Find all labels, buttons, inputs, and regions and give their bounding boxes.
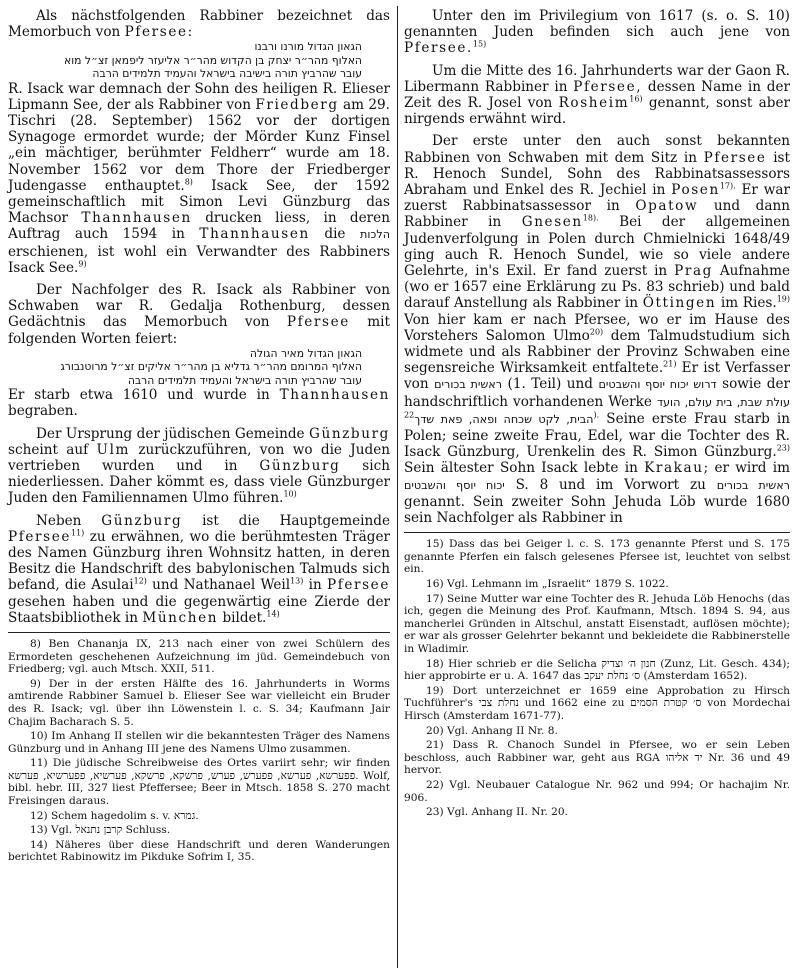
hebrew-quote-line: עובר שהרביץ תורה בישיבה בישראל והעמיד תלמידים הרבה [92, 67, 362, 81]
footnote-ref[interactable]: 20) [589, 327, 604, 337]
paragraph-text: dessen Name in der Zeit des R. Josel von [404, 78, 790, 112]
hebrew-title: דרוש יכוח יוסף והשבטים [598, 378, 717, 392]
paragraph-text: und dann Rabbiner in [404, 198, 790, 231]
place-name: Pfersee [8, 528, 71, 545]
paragraph-text: Aufnahme (wo er 1657 eine Erklärung zu Ps. 83 schrieb) und bald darauf Anstellung als Rabbiner in [404, 263, 791, 312]
paragraph-text: Neben [36, 512, 82, 529]
right-column [404, 8, 790, 821]
footnote-ref[interactable]: 10) [283, 489, 297, 499]
place-name: Öttingen [642, 295, 717, 312]
paragraph-text: erschienen, ist wohl ein Verwandter des Rabbiners Isack See. [8, 243, 390, 276]
paragraph-text: gesehen haben und die gegenwärtig eine Zierde der Staatsbibliothek in [8, 593, 390, 626]
hebrew-quote-line: עובר שהרביץ תורה בישראל והעמיד תלמידים הרבה [127, 373, 362, 387]
paragraph-text: bildet. [222, 609, 267, 626]
footnote: 21) Dass R. Chanoch Sundel in Pfersee, wo er sein Leben beschloss, auch Rabbiner war, geht aus RGA יד אליהו Nr. 36 und 49 hervor. [404, 739, 790, 777]
footnote: 10) Im Anhang II stellen wir die bekanntesten Träger des Namens Günzburg und in Anhang III jene des Namens Ulmo zusammen. [8, 730, 390, 755]
footnote: 22) Vgl. Neubauer Catalogue Nr. 962 und 994; Or hachajim Nr. 906. [404, 778, 790, 804]
paragraph-text: am 29. Tischri (28. September) 1562 vor der dortigen Synagoge ermordet wurde; der Mörder Kunz Finsel „ein mächtiger, berühmter Feldherr“ wurde am 18. November 1562 vor dem Thore der Friedberger Judengasse enthauptet. [8, 96, 390, 194]
place-name: Thannhausen [81, 210, 192, 227]
paragraph-text: Seine erste Frau starb in Polen; seine zweite Frau, Edel, war die Tochter des R. Isack Günzburg, Urenkelin des R. Simon Günzburg. [404, 410, 791, 461]
paragraph-rabbi-isack [8, 8, 390, 276]
paragraph-pfersee [8, 513, 390, 626]
paragraph-text: scheint auf [8, 441, 89, 458]
place-name: Ulm [96, 441, 131, 458]
hebrew-title: ראשית בכורים [434, 378, 503, 392]
paragraph-text: Er war zuerst Rabbinatsassessor in [404, 182, 790, 215]
hebrew-title: יכוח יוסף והשבטים [404, 478, 505, 492]
paragraph-text: Der erste unter den auch sonst bekannten Rabbinen von Schwaben mit dem Sitz in [404, 133, 790, 166]
paragraph-text: sich niederliessen. Daher kömmt es, dass viele Günzburger Juden den Familiennamen Ulmo führen. [8, 457, 390, 507]
place-name: Friedberg [255, 96, 339, 113]
column-divider [397, 6, 398, 968]
place-name: Pfersee [703, 149, 767, 166]
paragraph-text: sowie der handschriftlich vorhandenen Werke [404, 376, 790, 410]
paragraph-text: zurückzuführen, von wo die Juden vertrieben wurden und in [8, 441, 390, 474]
hebrew-title: ראשית בכורים [716, 478, 790, 492]
footnote: 20) Vgl. Anhang II Nr. 8. [426, 724, 558, 737]
hebrew-title: עולת שבת, בית עולם, הועד הבית, לקט שכחה ופאה, פאת שדך [414, 395, 790, 426]
paragraph-text: im Ries. [720, 295, 777, 312]
place-name: Pfersee: [124, 24, 194, 41]
footnote-divider [8, 632, 390, 633]
hebrew-quote-line: הגאון הגדול מורנו ורבנו [254, 40, 362, 54]
paragraph-text: Bei der allgemeinen Judenverfolgung in Polen durch Chmielnicki 1648/49 ging auch R. Henoch Sundel, wie so viele andere Gelehrte, in's Exil. Er fand zuerst in [404, 214, 791, 280]
footnote: 17) Seine Mutter war eine Tochter des R. Jehuda Löb Henochs (das ich, gegen die Meinung des Prof. Kaufmann, Mtsch. 1894 S. 94, aus mancherlei Gründen in Altschul, anstatt Eisenstadt, auflösen möchte); er war als grosser Gelehrter bekannt und bekleidete die Rabbinerstelle in Wladimir. [404, 592, 790, 656]
footnote-ref[interactable]: 16) [629, 94, 643, 104]
paragraph-text: Als nächstfolgenden Rabbiner bezeichnet das Memorbuch von [8, 8, 390, 41]
paragraph-text: Er ist Verfasser von [404, 360, 791, 393]
paragraph-text: drucken liess, in deren Auftrag auch 1594 in [8, 210, 390, 243]
paragraph-text: ist die Hauptgemeinde [202, 512, 390, 529]
paragraph-text: mit folgenden Worten feiert: [8, 314, 390, 347]
place-name: Pfersee [286, 314, 350, 331]
place-name: Thannhausen [199, 226, 310, 243]
right-body-text [404, 8, 790, 526]
footnote: 18) Hier schrieb er die Selicha חנון ה׳ וצדיק (Zunz, Lit. Gesch. 434); hier approbirte er u. A. 1647 das ס׳ נחלת יעקב (Amsterdam 1652). [404, 657, 790, 683]
paragraph-text: genannt. Sein zweiter Sohn Jehuda Löb wurde 1680 sein Nachfolger als Rabbiner in [404, 493, 790, 527]
paragraph-text: zu erwähnen, wo die berühmtesten Träger des Namen Günzburg ihren Wohnsitz hatten, in deren Besitz die Handschrift des babylonischen Talmuds sich befand, die Asulai [8, 528, 391, 594]
paragraph-text: genannt, sonst aber nirgends erwähnt wird. [404, 95, 790, 128]
footnote: 19) Dort unterzeichnet er 1659 eine Approbation zu Hirsch Tuchführer's נחלת צבי und 1662 eine zu ס׳ קטרת הסמים von Mordechai Hirsch (Amsterdam 1671-77). [404, 684, 790, 723]
left-column [8, 8, 390, 866]
paragraph-text: ist R. Henoch Sundel, Sohn des Rabbinatsassessors Abraham und Enkel des R. Jechiel in [404, 149, 790, 199]
footnote: 8) Ben Chananja IX, 213 nach einer von zwei Schülern des Ermordeten geschehenen Aufzeichnung im jüd. Gemeindebuch von Friedberg; vgl. auch Mtsch. XXII, 511. [8, 637, 390, 676]
footnote: 15) Dass das bei Geiger l. c. S. 173 genannte Pferst und S. 175 genannte Pferfen ein falsch gelesenes Pfersee ist, leuchtet von selbst ein. [404, 538, 790, 576]
paragraph-text: Unter den im Privilegium von 1617 (s. o. S. 10) genannten Juden befinden sich auch jene von [404, 8, 790, 41]
place-name: Günzburg [259, 457, 341, 474]
paragraph-text: Isack See, der 1592 gemeinschaftlich mit Simon Levi Günzburg das Machsor [8, 177, 390, 227]
footnote-ref[interactable]: 18). [582, 213, 599, 223]
place-name: Prag [674, 263, 713, 280]
footnote-ref[interactable]: 15) [472, 39, 487, 49]
footnote: 23) Vgl. Anhang II. Nr. 20. [426, 806, 568, 819]
hebrew-word: הלכות [360, 228, 391, 242]
place-name: Rosheim [558, 95, 630, 112]
place-name: Pfersee [326, 577, 390, 594]
paragraph-text: Um die Mitte des 16. Jahrhunderts war der Gaon R. Libermann Rabbiner in [404, 62, 790, 95]
paragraph-text: Der Ursprung der jüdischen Gemeinde [36, 425, 305, 442]
place-name: Posen [671, 182, 720, 199]
left-footnotes [8, 638, 390, 864]
paragraph-text: Er starb etwa 1610 und wurde in [8, 387, 270, 404]
paragraph-text: die [324, 226, 346, 243]
paragraph-text: Sein ältester Sohn Isack lebte in [404, 460, 638, 477]
footnote: 16) Vgl. Lehmann im „Israelit“ 1879 S. 1022. [426, 578, 669, 591]
place-name: Gnesen [521, 214, 583, 231]
paragraph-libermann [404, 63, 790, 128]
place-name: Opatow [635, 198, 699, 215]
footnote-ref[interactable]: 12) [133, 576, 147, 586]
hebrew-quote-line: האלוף מהר״ר יצחק בן הקדוש מהר״ר אליעזר ליפמאן זצ״ל מוא [63, 53, 362, 67]
hebrew-quote-line: הגאון הגדול מאיר הגולה [249, 346, 362, 360]
footnote-ref[interactable]: 22). [404, 410, 600, 420]
footnote-ref[interactable]: 21) [663, 359, 677, 369]
footnote: 14) Näheres über diese Handschrift und deren Wanderungen berichtet Rabinowitz im Pikduke Sofrim I, 35. [8, 838, 390, 864]
footnote-ref[interactable]: 11) [71, 528, 85, 538]
footnote: 11) Die jüdische Schreibweise des Ortes variirt sehr; wir finden פפערשא, פערשא, פפערש, פערש, פרשקא, פרשקא, פערשיא, פפערשיא, פערשא. Wolf, bibl. hebr. III, 327 liest Pfeffersee; Beer in Mtsch. 1858 S. 270 macht Freisingen daraus. [8, 757, 390, 808]
paragraph-text: (1. Teil) und [507, 376, 593, 393]
footnote-ref[interactable]: 13) [290, 576, 304, 586]
paragraph-gedalja [8, 282, 390, 419]
place-name: Thannhausen [279, 387, 390, 404]
paragraph-text: Von hier kam er nach Pfersee, wo er im Hause des Vorstehers Salomon Ulmo [404, 311, 790, 344]
paragraph-text: R. Isack war demnach der Sohn des heiligen R. Elieser Lipmann See, der als Rabbiner von [8, 80, 390, 113]
place-name: Pfersee. [404, 40, 473, 57]
place-name: Krakau [644, 460, 704, 477]
place-name: Günzburg [101, 512, 183, 529]
footnote-divider [404, 532, 790, 533]
paragraph-privilegium [404, 8, 790, 57]
paragraph-text: in [308, 577, 322, 594]
paragraph-text: und Nathanael Weil [152, 577, 291, 594]
paragraph-henoch-sundel [404, 133, 790, 526]
footnote: 12) Schem hagedolim s. v. גמרא. [30, 809, 199, 822]
footnote: 9) Der in der ersten Hälfte des 16. Jahrhunderts in Worms amtirende Rabbiner Samuel b. Elieser See war vielleicht ein Bruder des R. Isack; vgl. über ihn Löwenstein l. c. S. 34; Kaufmann Jair Chajim Bacharach S. 5. [8, 677, 390, 728]
place-name: München [142, 609, 219, 626]
paragraph-text: dem Talmudstudium sich widmete und als Rabbiner der Provinz Schwaben eine segensreiche Wirksamkeit entfaltete. [404, 327, 791, 377]
footnote-ref[interactable]: 23) [776, 443, 790, 453]
footnote: 13) Vgl. קרבן נתנאל Schluss. [30, 824, 171, 837]
footnote-ref[interactable]: 8) [184, 177, 193, 187]
paragraph-text: Der Nachfolger des R. Isack als Rabbiner von Schwaben war R. Gedalja Rothenburg, dessen Gedächtnis das Memorbuch von [8, 282, 390, 331]
footnote-ref[interactable]: 9) [78, 259, 87, 269]
hebrew-quote-line: האלוף המרומם מהר״ר גדליא בן מהר״ר אליקים זצ״ל מרוטנבורג [60, 360, 362, 374]
footnote-ref[interactable]: 17). [719, 181, 736, 191]
place-name: Günzburg [309, 425, 390, 442]
paragraph-guenzburg-origin [8, 426, 390, 507]
place-name: Pfersee, [573, 78, 643, 95]
paragraph-text: ; er wird im [703, 460, 790, 477]
right-footnotes [404, 538, 790, 818]
paragraph-text: S. 8 und im Vorwort zu [515, 476, 706, 493]
left-body-text [8, 8, 390, 626]
footnote-ref[interactable]: 19) [776, 294, 790, 304]
paragraph-text: begraben. [8, 403, 78, 420]
footnote-ref[interactable]: 14) [266, 609, 280, 619]
